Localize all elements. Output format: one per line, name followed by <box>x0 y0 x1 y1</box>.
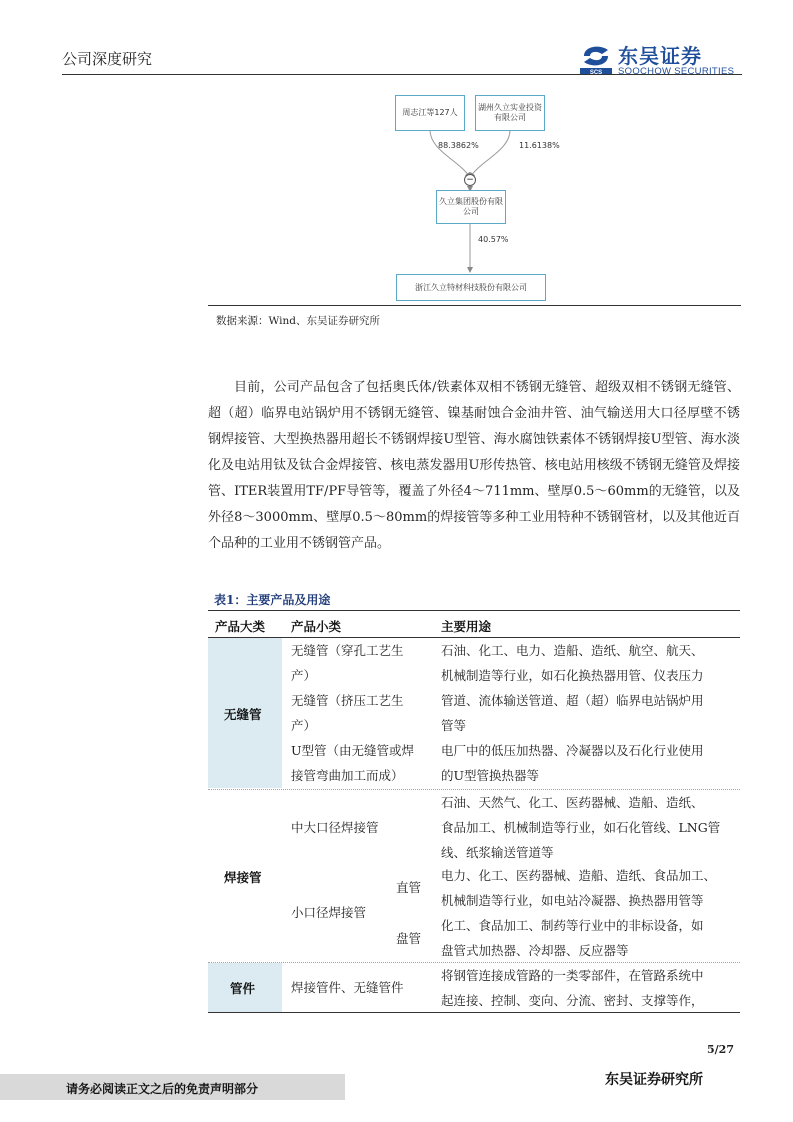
merge-symbol-icon: − <box>464 174 476 186</box>
subcategory-coil-tube: 盘管 <box>396 931 422 946</box>
pct-label-right: 11.6138% <box>519 141 560 150</box>
subcategory-small-welded: 小口径焊接管 <box>291 905 367 920</box>
table-header-subcategory: 产品小类 <box>291 619 342 634</box>
diagram-bottom-rule <box>208 305 741 306</box>
header-divider <box>62 74 742 75</box>
data-source-note: 数据来源：Wind、东吴证券研究所 <box>216 315 380 327</box>
table-header-usage: 主要用途 <box>441 619 492 634</box>
shareholder-node-huzhou: 湖州久立实业投资有限公司 <box>475 95 545 131</box>
usage-fittings: 将钢管连接成管路的一类零部件，在管路系统中 起连接、控制、变向、分流、密封、支撑等作， <box>441 968 704 1008</box>
ownership-diagram <box>208 90 741 305</box>
table-header-category: 产品大类 <box>215 619 266 634</box>
subcategory-seamless-perforation: 无缝管（穿孔工艺生 产） <box>291 643 404 683</box>
usage-large-welded: 石油、天然气、化工、医药器械、造船、造纸、 食品加工、机械制造等行业，如石化管线、LNG管 线、纸浆输送管道等 <box>441 795 721 860</box>
svg-text:SCS: SCS <box>589 70 603 76</box>
pct-label-left: 88.3862% <box>438 141 479 150</box>
logo-english-name: SOOCHOW SECURITIES <box>618 66 735 77</box>
usage-straight-tube: 电力、化工、医药器械、造船、造纸、食品加工、 机械制造等行业，如电站冷凝器、换热器用管等 <box>441 868 717 908</box>
page-header-title: 公司深度研究 <box>62 50 153 68</box>
footer-disclaimer-note: 请务必阅读正文之后的免责声明部分 <box>66 1082 259 1096</box>
company-node: 浙江久立特材科技股份有限公司 <box>396 274 546 301</box>
category-welded: 焊接管 <box>224 870 262 885</box>
usage-coil-tube: 化工、食品加工、制药等行业中的非标设备，如 盘管式加热器、冷却器、反应器等 <box>441 918 704 958</box>
shareholder-node-zhou: 周志江等127人 <box>395 95 465 131</box>
page-number: 5/27 <box>707 1043 734 1056</box>
logo-chinese-name: 东吴证券 <box>618 44 702 68</box>
subcategory-straight-tube: 直管 <box>396 880 422 895</box>
usage-seamless: 石油、化工、电力、造船、造纸、航空、航天、 机械制造等行业，如石化换热器用管、仪表压力 管道、流体输送管道、超（超）临界电站锅炉用 管等 <box>441 643 704 733</box>
table-bottom-rule <box>208 1012 740 1013</box>
subcategory-fittings: 焊接管件、无缝管件 <box>291 980 404 995</box>
brand-logo <box>578 40 743 78</box>
logo-mark-icon <box>578 42 614 76</box>
usage-u-tube: 电厂中的低压加热器、冷凝器以及石化行业使用 的U型管换热器等 <box>441 743 704 783</box>
body-paragraph: 目前，公司产品包含了包括奥氏体/铁素体双相不锈钢无缝管、超级双相不锈钢无缝管、超（超）临界电站锅炉用不锈钢无缝管、镍基耐蚀合金油井管、油气输送用大口径厚壁不锈钢焊接管、大型换热器用超长不锈钢焊接U型管、海水腐蚀铁素体不锈钢焊接U型管、海水淡化及电站用钛及钛合金焊接管、核电蒸发器用U形传热管、核电站用核级不锈钢无缝管及焊接管、ITER装置用TF/PF导管等，覆盖了外径4～711mm、壁厚0.5～60mm的无缝管，以及外径8～3000mm、壁厚0.5～80mm的焊接管等多种工业用特种不锈钢管材，以及其他近百个品种的工业用不锈钢管产品。 <box>208 380 740 551</box>
footer-institute-name: 东吴证券研究所 <box>605 1072 703 1088</box>
table-caption: 表1：主要产品及用途 <box>214 593 331 607</box>
category-fittings: 管件 <box>230 981 256 996</box>
group-node: 久立集团股份有限公司 <box>436 190 506 224</box>
category-seamless: 无缝管 <box>224 707 262 722</box>
pct-label-bottom: 40.57% <box>478 235 509 244</box>
subcategory-u-tube: U型管（由无缝管或焊 接管弯曲加工而成） <box>291 743 415 783</box>
subcategory-seamless-extrusion: 无缝管（挤压工艺生 产） <box>291 693 404 733</box>
table-top-rule <box>208 610 740 611</box>
subcategory-large-welded: 中大口径焊接管 <box>291 820 379 835</box>
